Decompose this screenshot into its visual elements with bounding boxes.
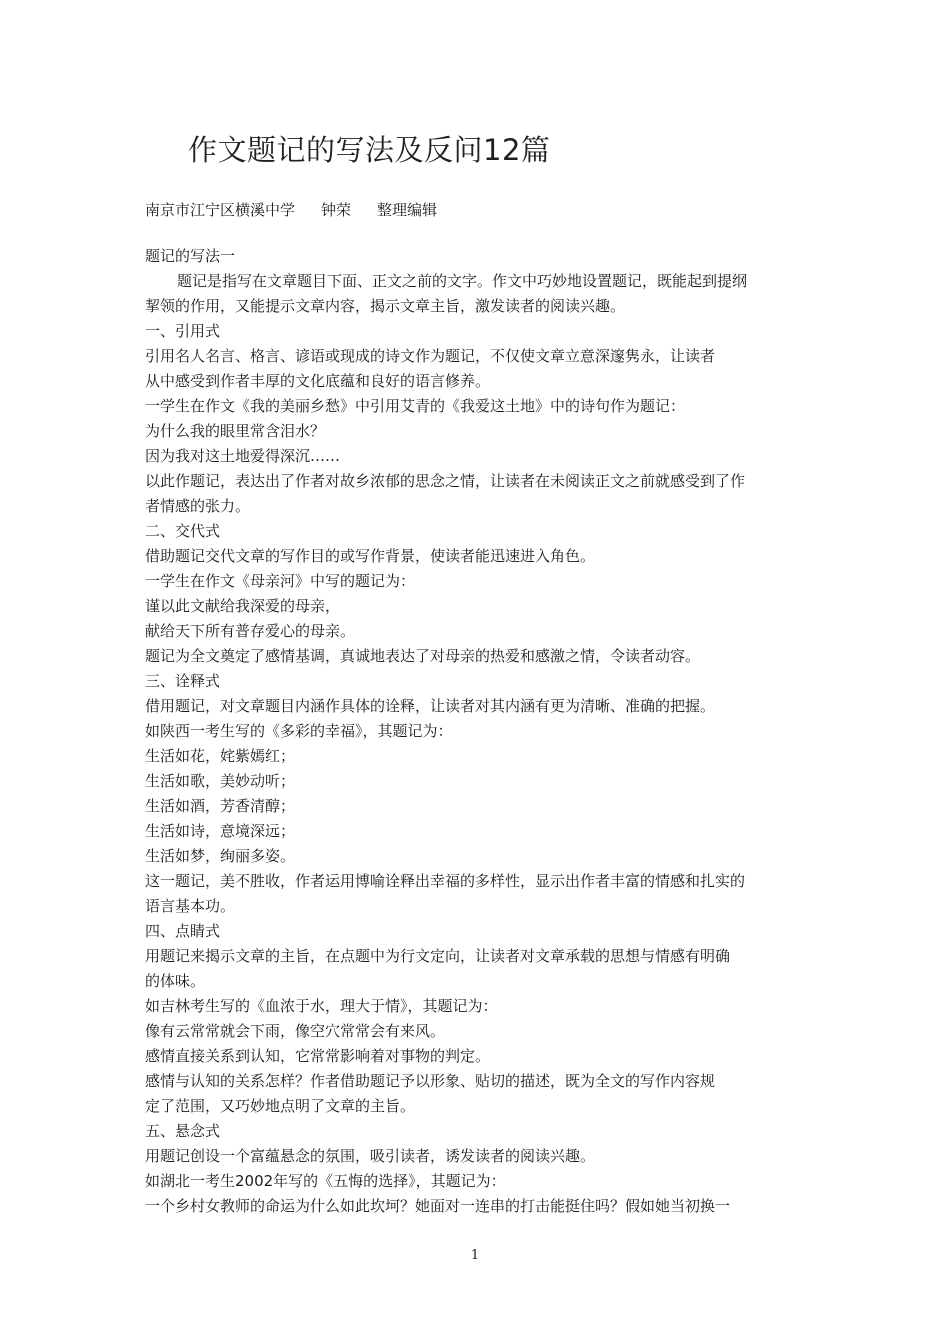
quote-line: 生活如酒，芳香清醇； [145,797,296,815]
quote-line: 为什么我的眼里常含泪水？ [145,422,326,440]
byline-role: 整理编辑 [377,201,438,219]
section-heading: 三、诠释式 [145,672,221,690]
section-heading: 五、悬念式 [145,1122,221,1140]
quote-line: 生活如诗，意境深远； [145,822,296,840]
paragraph-line: 题记为全文奠定了感情基调，真诚地表达了对母亲的热爱和感激之情，令读者动容。 [145,647,701,665]
paragraph-line: 用题记来揭示文章的主旨，在点题中为行文定向，让读者对文章承载的思想与情感有明确 [145,947,731,965]
byline-school: 南京市江宁区横溪中学 [145,201,296,219]
paragraph-line: 一学生在作文《我的美丽乡愁》中引用艾青的《我爱这土地》中的诗句作为题记： [145,397,686,415]
section-heading: 四、点睛式 [145,922,221,940]
quote-line: 因为我对这土地爱得深沉…… [145,447,341,465]
paragraph-line: 定了范围，又巧妙地点明了文章的主旨。 [145,1097,416,1115]
paragraph-line: 感情与认知的关系怎样？作者借助题记予以形象、贴切的描述，既为全文的写作内容规 [145,1072,716,1090]
paragraph-line: 用题记创设一个富蕴悬念的氛围，吸引读者，诱发读者的阅读兴趣。 [145,1147,596,1165]
quote-line: 生活如花，姹紫嫣红； [145,747,296,765]
section-heading: 题记的写法一 [145,247,236,265]
paragraph-line: 一学生在作文《母亲河》中写的题记为： [145,572,416,590]
paragraph-line: 如吉林考生写的《血浓于水，理大于情》，其题记为： [145,997,498,1015]
document-body [145,244,815,1219]
quote-line: 感情直接关系到认知，它常常影响着对事物的判定。 [145,1047,491,1065]
paragraph-line: 从中感受到作者丰厚的文化底蕴和良好的语言修养。 [145,372,491,390]
paragraph-line: 题记是指写在文章题目下面、正文之前的文字。作文中巧妙地设置题记，既能起到提纲 [177,272,748,290]
byline-author: 钟荣 [321,201,352,219]
document-title: 作文题记的写法及反问12篇 [188,133,551,167]
paragraph-line: 以此作题记，表达出了作者对故乡浓郁的思念之情，让读者在未阅读正文之前就感受到了作 [145,472,746,490]
quote-line: 生活如歌，美妙动听； [145,772,296,790]
paragraph-line: 语言基本功。 [145,897,236,915]
paragraph-line: 引用名人名言、格言、谚语或现成的诗文作为题记，不仅使文章立意深邃隽永，让读者 [145,347,716,365]
page-number: 1 [470,1248,480,1263]
quote-line: 谨以此文献给我深爱的母亲， [145,597,341,615]
section-heading: 二、交代式 [145,522,221,540]
paragraph-line: 者情感的张力。 [145,497,251,515]
quote-line: 像有云常常就会下雨，像空穴常常会有来风。 [145,1022,446,1040]
byline [145,199,437,220]
quote-line: 生活如梦，绚丽多姿。 [145,847,296,865]
paragraph-line: 一个乡村女教师的命运为什么如此坎坷？她面对一连串的打击能挺住吗？假如她当初换一 [145,1197,731,1215]
paragraph-line: 如陕西一考生写的《多彩的幸福》，其题记为： [145,722,453,740]
section-heading: 一、引用式 [145,322,221,340]
paragraph-line: 借助题记交代文章的写作目的或写作背景，使读者能迅速进入角色。 [145,547,596,565]
paragraph-line: 的体味。 [145,972,206,990]
paragraph-line: 借用题记，对文章题目内涵作具体的诠释，让读者对其内涵有更为清晰、准确的把握。 [145,697,716,715]
paragraph-line: 如湖北一考生2002年写的《五悔的选择》，其题记为： [145,1172,506,1190]
paragraph-line: 这一题记，美不胜收，作者运用博喻诠释出幸福的多样性，显示出作者丰富的情感和扎实的 [145,872,746,890]
paragraph-line: 挈领的作用，又能提示文章内容，揭示文章主旨，激发读者的阅读兴趣。 [145,297,626,315]
quote-line: 献给天下所有普存爱心的母亲。 [145,622,356,640]
